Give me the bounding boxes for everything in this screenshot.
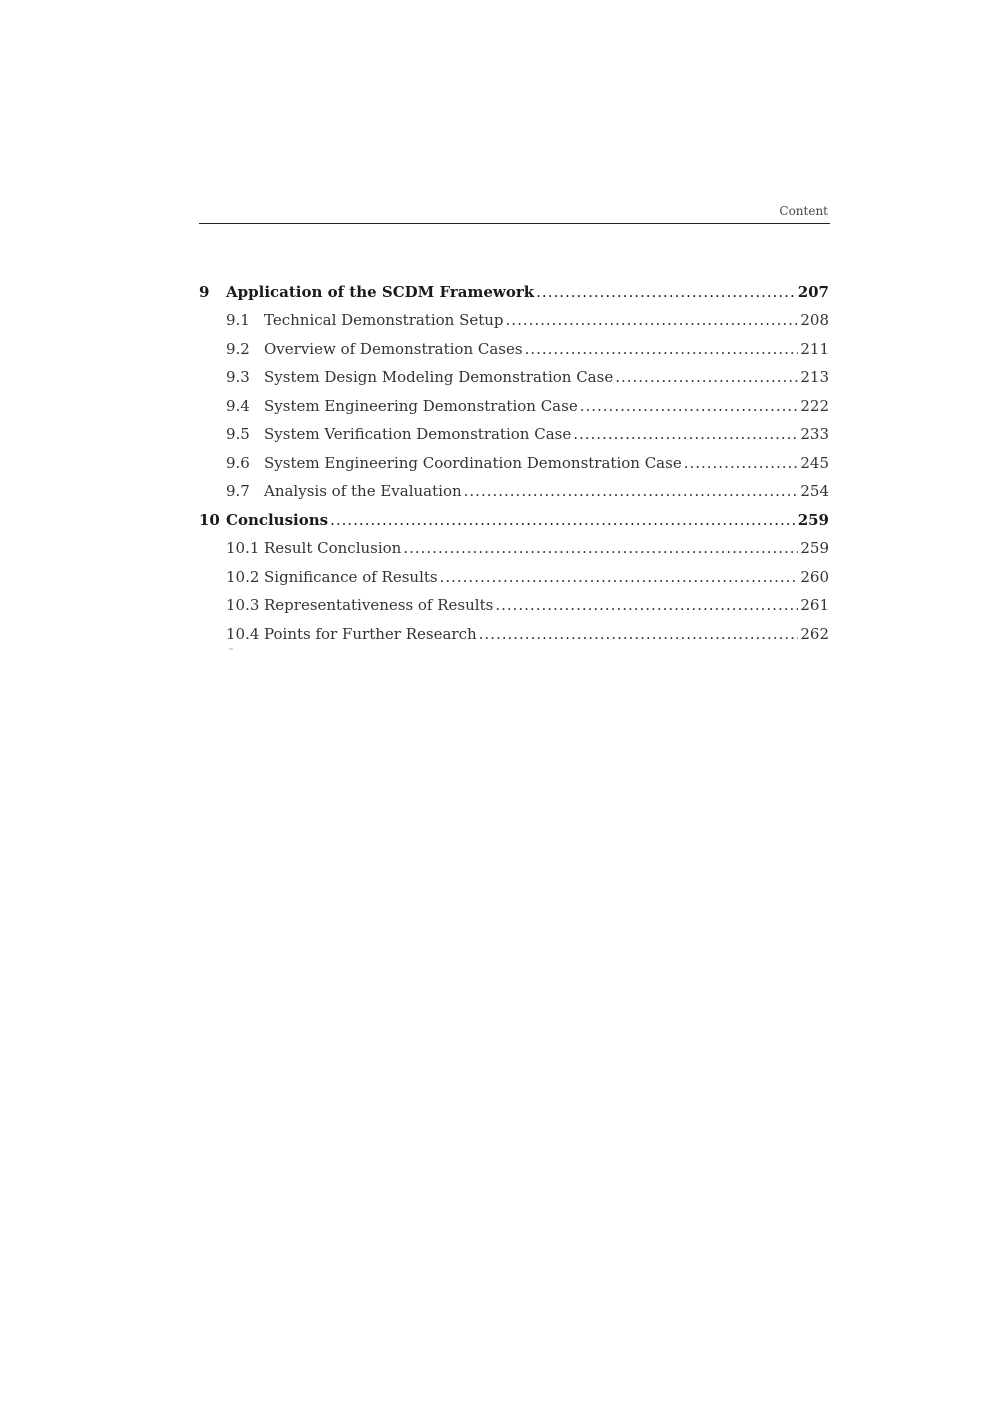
dot-leader bbox=[464, 482, 799, 500]
toc-chapter-entry[interactable] bbox=[199, 500, 829, 529]
toc-entry-title: Analysis of the Evaluation bbox=[264, 482, 462, 500]
toc-entry-page-number: 233 bbox=[800, 425, 829, 443]
toc-entry-page-number: 222 bbox=[800, 396, 829, 415]
toc-entry-page-number: 262 bbox=[800, 624, 829, 643]
dot-leader bbox=[525, 340, 799, 358]
toc-entry-number: 10.1 bbox=[226, 539, 260, 557]
table-of-contents bbox=[199, 272, 829, 643]
toc-entry-title: Points for Further Research bbox=[264, 624, 477, 643]
toc-entry-page-number: 254 bbox=[800, 482, 829, 500]
toc-entry-number: 9.4 bbox=[226, 396, 250, 415]
dot-leader bbox=[573, 425, 798, 443]
dot-leader bbox=[580, 397, 799, 415]
toc-entry-page-number: 245 bbox=[800, 453, 829, 472]
dot-leader bbox=[506, 311, 799, 329]
toc-entry-number: 9.1 bbox=[226, 311, 250, 329]
dot-leader bbox=[479, 625, 799, 643]
toc-entry-number: 10.2 bbox=[226, 567, 260, 586]
toc-entry-page-number: 259 bbox=[800, 539, 829, 557]
page-artifact bbox=[229, 648, 233, 650]
toc-chapter-entry[interactable] bbox=[199, 272, 829, 301]
toc-section-entry[interactable] bbox=[199, 614, 829, 643]
dot-leader bbox=[536, 283, 796, 301]
toc-entry-number: 9.7 bbox=[226, 482, 250, 500]
toc-entry-title: Application of the SCDM Framework bbox=[226, 282, 535, 301]
dot-leader bbox=[403, 539, 798, 557]
toc-entry-page-number: 260 bbox=[800, 567, 829, 586]
toc-entry-title: Conclusions bbox=[226, 510, 329, 529]
toc-entry-page-number: 213 bbox=[800, 368, 829, 386]
toc-entry-page-number: 259 bbox=[797, 510, 829, 529]
toc-section-entry[interactable] bbox=[199, 358, 829, 387]
toc-entry-number: 9.5 bbox=[226, 425, 250, 443]
dot-leader bbox=[330, 511, 796, 529]
toc-entry-title: System Design Modeling Demonstration Case bbox=[264, 368, 614, 386]
toc-entry-title: System Verification Demonstration Case bbox=[264, 425, 572, 443]
header-label: Content bbox=[779, 204, 828, 218]
toc-entry-title: Overview of Demonstration Cases bbox=[264, 339, 523, 358]
toc-entry-page-number: 261 bbox=[800, 596, 829, 614]
toc-entry-number: 10.3 bbox=[226, 596, 260, 614]
toc-entry-number: 9.2 bbox=[226, 339, 250, 358]
dot-leader bbox=[684, 454, 799, 472]
toc-entry-title: Result Conclusion bbox=[264, 539, 402, 557]
toc-entry-number: 10 bbox=[199, 510, 220, 529]
dot-leader bbox=[615, 368, 798, 386]
dot-leader bbox=[440, 568, 799, 586]
toc-entry-title: Representativeness of Results bbox=[264, 596, 494, 614]
toc-entry-page-number: 207 bbox=[797, 282, 829, 301]
toc-entry-page-number: 208 bbox=[800, 311, 829, 329]
running-header bbox=[199, 204, 830, 224]
toc-section-entry[interactable] bbox=[199, 329, 829, 358]
toc-section-entry[interactable] bbox=[199, 529, 829, 558]
toc-entry-title: Significance of Results bbox=[264, 567, 438, 586]
toc-entry-title: Technical Demonstration Setup bbox=[264, 311, 504, 329]
toc-section-entry[interactable] bbox=[199, 301, 829, 330]
toc-section-entry[interactable] bbox=[199, 415, 829, 444]
toc-entry-number: 9 bbox=[199, 282, 210, 301]
toc-section-entry[interactable] bbox=[199, 586, 829, 615]
toc-entry-title: System Engineering Coordination Demonstration Case bbox=[264, 453, 682, 472]
toc-entry-page-number: 211 bbox=[800, 339, 829, 358]
toc-section-entry[interactable] bbox=[199, 386, 829, 415]
toc-entry-number: 9.6 bbox=[226, 453, 250, 472]
toc-entry-number: 10.4 bbox=[226, 624, 260, 643]
toc-section-entry[interactable] bbox=[199, 443, 829, 472]
toc-entry-title: System Engineering Demonstration Case bbox=[264, 396, 578, 415]
toc-section-entry[interactable] bbox=[199, 472, 829, 501]
dot-leader bbox=[495, 596, 798, 614]
toc-section-entry[interactable] bbox=[199, 557, 829, 586]
toc-entry-number: 9.3 bbox=[226, 368, 250, 386]
